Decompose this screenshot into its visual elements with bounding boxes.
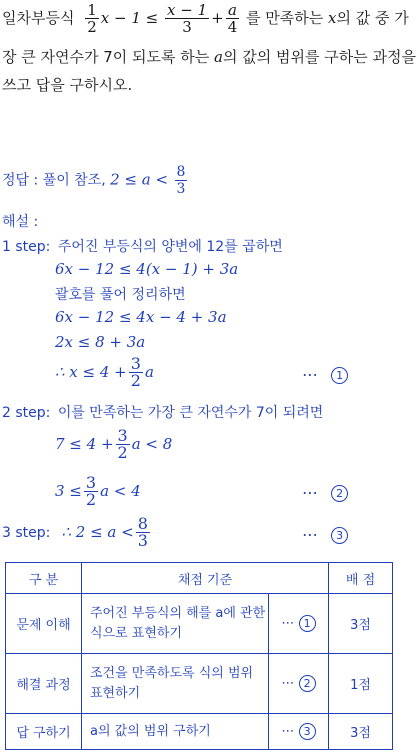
- step-text: 이를 만족하는 가장 큰 자연수가 7이 되려면: [57, 405, 324, 421]
- equation: 2x ≤ 8 + 3a: [55, 333, 146, 351]
- answer-line: [2, 164, 189, 197]
- variable: x: [328, 9, 337, 27]
- header-item: 구 분: [6, 563, 82, 594]
- circled-number: 3: [299, 723, 316, 740]
- equation: 6x − 12 ≤ 4(x − 1) + 3a: [55, 260, 239, 278]
- math-expr: +: [211, 9, 224, 27]
- row-item: 문제 이해: [6, 594, 82, 654]
- solution-title: 해설 :: [2, 214, 39, 230]
- row-criteria: 조건을 만족하도록 식의 범위 표현하기: [82, 654, 269, 714]
- equation-line: 7 ≤ 4 + $\frac{3}{2}$ a < 8: [55, 426, 173, 462]
- row-score: 3점: [329, 594, 393, 654]
- question-line-1: [2, 2, 409, 35]
- step-label: 1 step:: [2, 239, 51, 255]
- circled-number: 3: [331, 527, 348, 544]
- row-mark: ⋯ 3: [269, 714, 329, 750]
- fraction: $\frac{3}{2}$: [117, 426, 128, 462]
- circled-number: 2: [331, 485, 348, 502]
- circled-number: 1: [299, 615, 316, 632]
- row-score: 3점: [329, 714, 393, 750]
- row-mark: ⋯ 2: [269, 654, 329, 714]
- equation-line: 3 ≤ $\frac{3}{2}$ a < 4: [55, 473, 141, 509]
- fraction: $\frac{3}{2}$: [130, 354, 141, 390]
- fraction: $\frac{8}{3}$: [137, 514, 148, 550]
- fraction: $\frac{3}{2}$: [85, 473, 97, 509]
- row-criteria: 주어진 부등식의 해를 a에 관한 식으로 표현하기: [82, 594, 269, 654]
- equation: 6x − 12 ≤ 4x − 4 + 3a: [55, 308, 227, 326]
- step-text: 주어진 부등식의 양변에 12를 곱하면: [57, 239, 283, 255]
- grading-table: [5, 562, 393, 750]
- header-score: 배 점: [329, 563, 393, 594]
- row-score: 1점: [329, 654, 393, 714]
- step2-line: [2, 402, 323, 422]
- fraction: $\frac{a}{4}$: [227, 1, 238, 36]
- question-line-3: [2, 74, 132, 95]
- step-label: 3 step:: [2, 525, 51, 541]
- question-text: 장 큰 자연수가 7이 되도록 하는: [2, 48, 210, 66]
- question-text: 쓰고 답을 구하시오.: [2, 76, 133, 94]
- step-text: 괄호를 풀어 정리하면: [55, 287, 186, 303]
- circled-number: 2: [299, 675, 316, 692]
- step-label: 2 step:: [2, 405, 51, 421]
- question-text: 를 만족하는: [246, 9, 324, 27]
- variable: a: [214, 48, 223, 66]
- row-item: 답 구하기: [6, 714, 82, 750]
- fraction: $\frac{x - 1}{3}$: [167, 1, 208, 36]
- fraction: $\frac{1}{2}$: [87, 1, 97, 36]
- question-text: 의 값 중 가: [336, 9, 409, 27]
- answer-expr: 2 ≤ a <: [110, 170, 169, 189]
- table-row: [6, 714, 393, 750]
- row-mark: ⋯ 1: [269, 594, 329, 654]
- question-text: 의 값의 범위를 구하는 과정을: [223, 48, 416, 66]
- question-line-2: [2, 46, 416, 67]
- row-item: 해결 과정: [6, 654, 82, 714]
- math-expr: x − 1 ≤: [100, 9, 159, 27]
- mark-3: ⋯ 3: [302, 525, 348, 544]
- table-row: [6, 654, 393, 714]
- header-criteria: 채점 기준: [82, 563, 329, 594]
- fraction: $\frac{8}{3}$: [176, 164, 186, 197]
- circled-number: 1: [331, 367, 348, 384]
- mark-2: ⋯ 2: [302, 483, 348, 502]
- table-header-row: [6, 563, 393, 594]
- step3-line: 3 step: ∴ 2 ≤ a < $\frac{8}{3}$: [2, 514, 148, 550]
- table-row: [6, 594, 393, 654]
- answer-label: 정답 : 풀이 참조,: [2, 172, 106, 189]
- question-text: 일차부등식: [2, 9, 75, 27]
- mark-1: ⋯ 1: [302, 365, 348, 384]
- step1-line: [2, 236, 283, 256]
- equation-line: ∴ x ≤ 4 + $\frac{3}{2}$ a: [55, 354, 154, 390]
- row-criteria: a의 값의 범위 구하기: [82, 714, 269, 750]
